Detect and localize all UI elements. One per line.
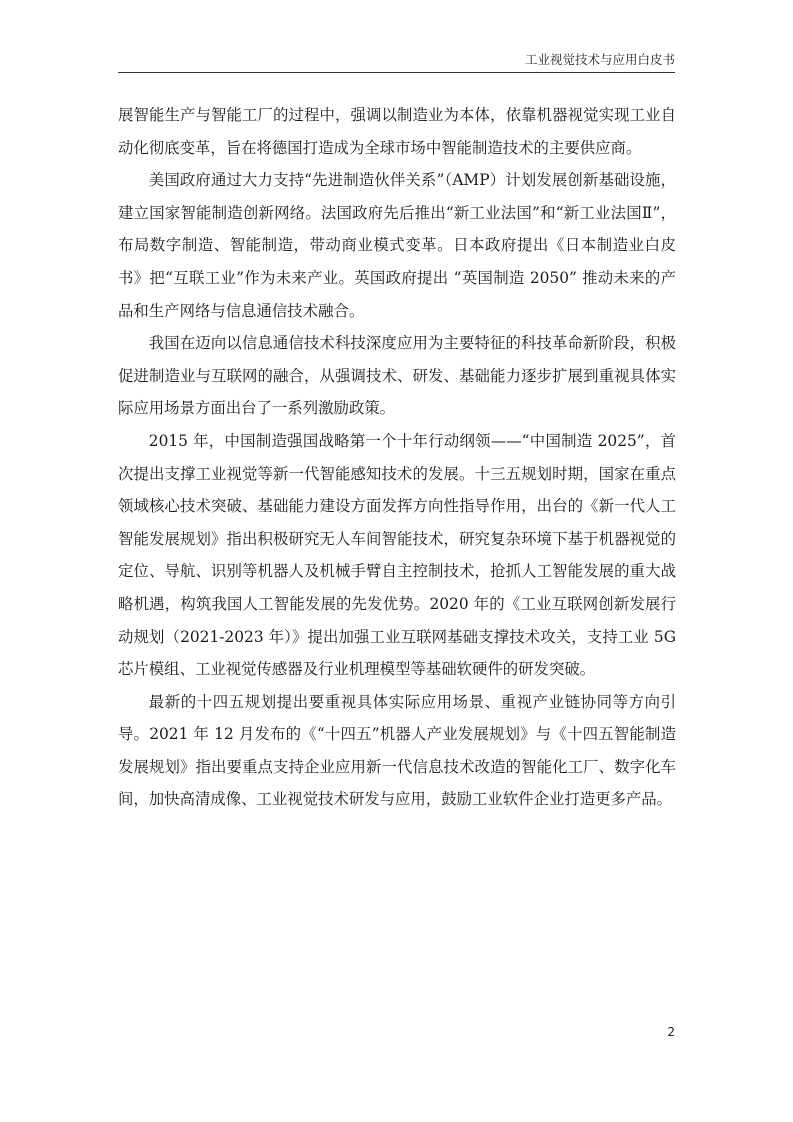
- page-number: 2: [667, 1025, 675, 1039]
- running-header-title: 工业视觉技术与应用白皮书: [524, 52, 675, 67]
- paragraph-made-in-china-2025: 2015 年，中国制造强国战略第一个十年行动纲领——“中国制造 2025”，首次提出支撑工业视觉等新一代智能感知技术的发展。十三五规划时期，国家在重点领域核心技术突破、基础能力建设方面发挥方向性指导作用，出台的《新一代人工智能发展规划》指出积极研究无人车间智能技术，研究复杂环境下基于机器视觉的定位、导航、识别等机器人及机械手臂自主控制技术，抢抓人工智能发展的重大战略机遇，构筑我国人工智能发展的先发优势。2020 年的《工业互联网创新发展行动规划（2021-2023 年）》提出加强工业互联网基础支撑技术攻关，支持工业 5G 芯片模组、工业视觉传感器及行业机理模型等基础软硬件的研发突破。: [118, 431, 676, 679]
- paragraph-china-overview: 我国在迈向以信息通信技术科技深度应用为主要特征的科技革命新阶段，积极促进制造业与互联网的融合，从强调技术、研发、基础能力逐步扩展到重视具体实际应用场景方面出台了一系列激励政策。: [118, 334, 676, 418]
- paragraph-continuation: 展智能生产与智能工厂的过程中，强调以制造业为本体，依靠机器视觉实现工业自动化彻底变革，旨在将德国打造成为全球市场中智能制造技术的主要供应商。: [118, 106, 676, 157]
- paragraph-foreign-policies: 美国政府通过大力支持“先进制造伙伴关系”（AMP）计划发展创新基础设施，建立国家智能制造创新网络。法国政府先后推出“新工业法国”和“新工业法国Ⅱ”，布局数字制造、智能制造，带动商业模式变革。日本政府提出《日本制造业白皮书》把“互联工业”作为未来产业。英国政府提出 “英国制造 2050” 推动未来的产品和生产网络与信息通信技术融合。: [118, 171, 676, 320]
- document-body: [118, 99, 676, 816]
- header-divider: [118, 72, 675, 73]
- paragraph-14th-five-year-plan: 最新的十四五规划提出要重视具体实际应用场景、重视产业链协同等方向引导。2021 年 12 月发布的《“十四五”机器人产业发展规划》与《十四五智能制造发展规划》指出要重点支持企业应用新一代信息技术改造的智能化工厂、数字化车间，加快高清成像、工业视觉技术研发与应用，鼓励工业软件企业打造更多产品。: [118, 692, 676, 809]
